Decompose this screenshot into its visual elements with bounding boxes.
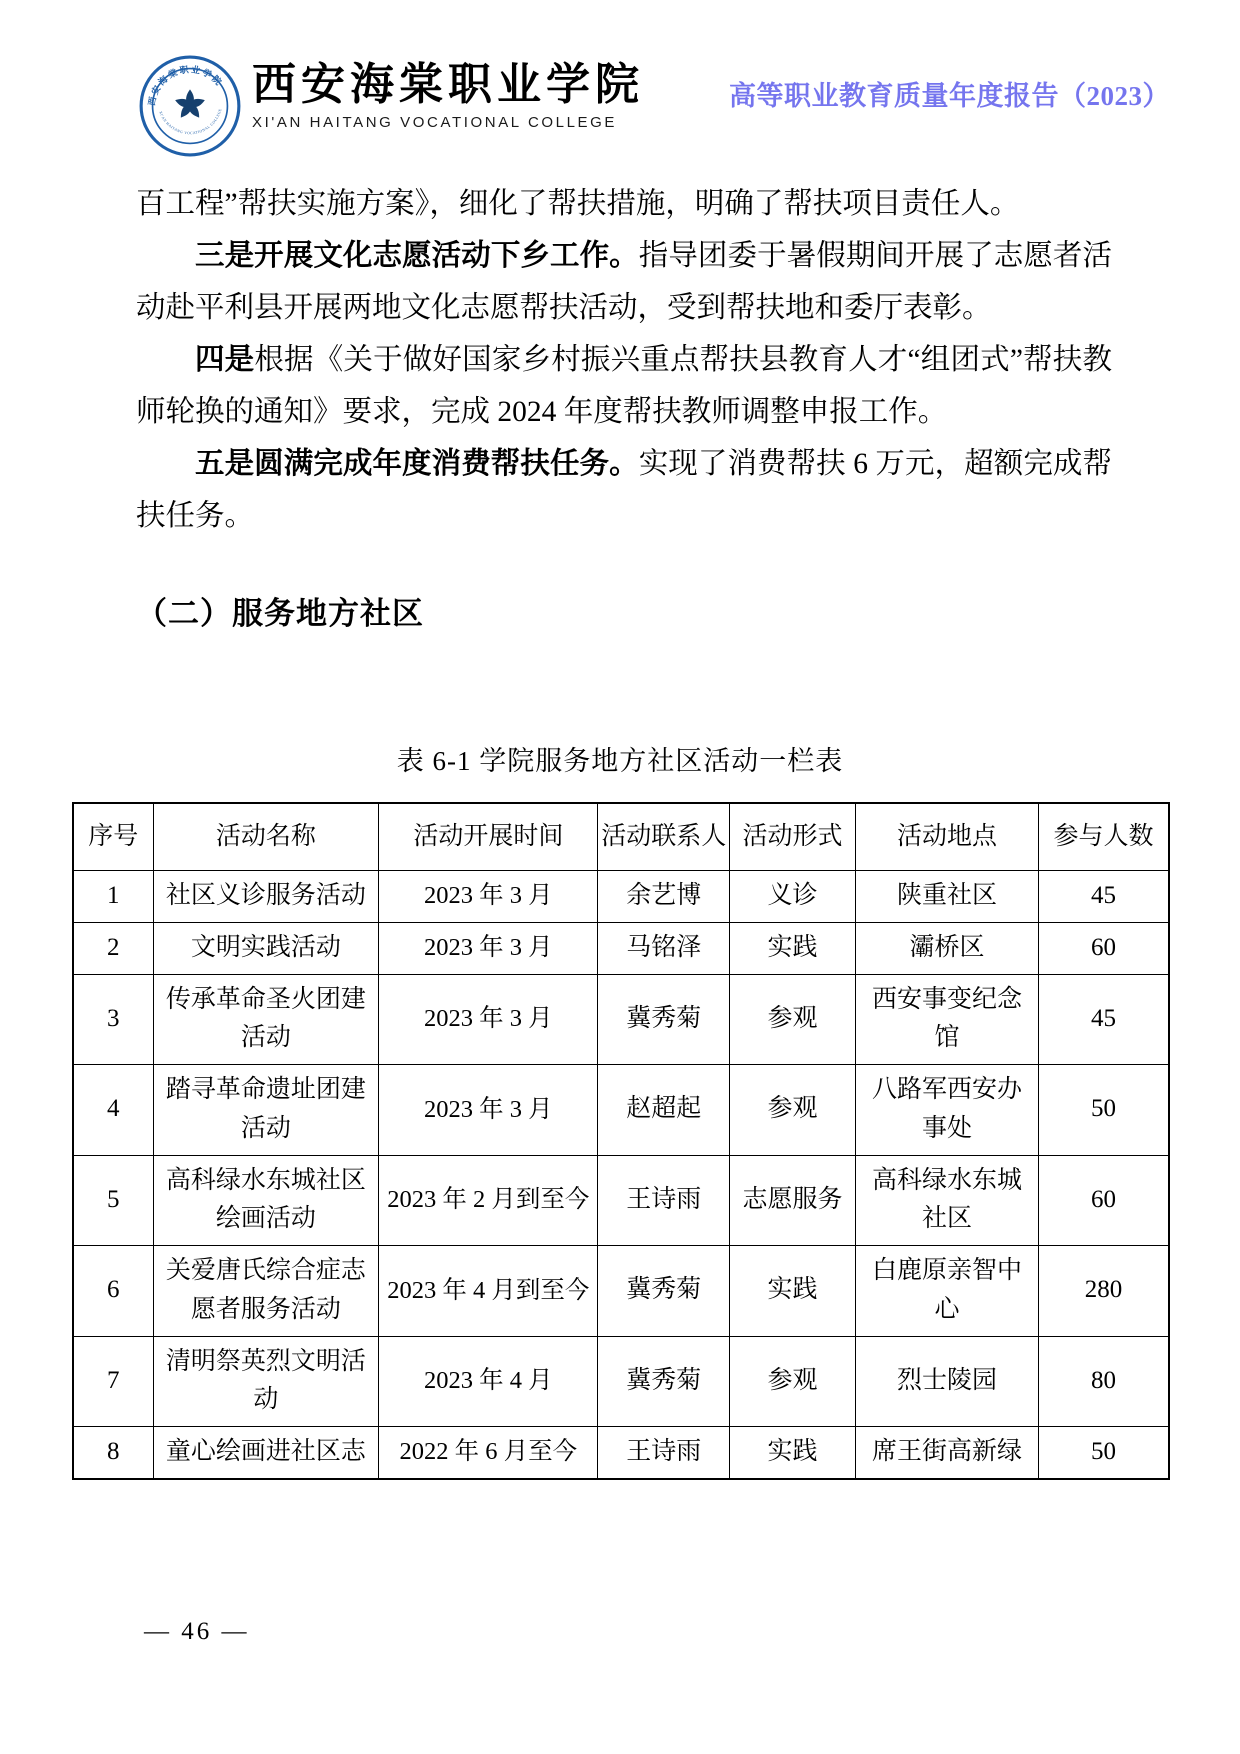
table-cell: 志愿服务 <box>729 1155 855 1246</box>
table-cell: 王诗雨 <box>598 1155 730 1246</box>
table-row <box>73 1427 1169 1479</box>
table-cell: 社区义诊服务活动 <box>153 871 379 923</box>
table-cell: 王诗雨 <box>598 1427 730 1479</box>
community-activity-table <box>72 802 1170 1480</box>
table-header-cell: 序号 <box>73 803 153 871</box>
table-cell: 2022 年 6 月至今 <box>379 1427 598 1479</box>
table-cell: 关爱唐氏综合症志愿者服务活动 <box>153 1246 379 1337</box>
table-cell: 冀秀菊 <box>598 1336 730 1427</box>
paragraph-text: 百工程”帮扶实施方案》，细化了帮扶措施，明确了帮扶项目责任人。 <box>136 188 1020 220</box>
table-cell: 实践 <box>729 922 855 974</box>
table-cell: 50 <box>1039 1065 1169 1156</box>
table-row <box>73 1246 1169 1337</box>
paragraph <box>136 178 1112 230</box>
paragraph-text: 实现了消费帮扶 6 万元，超额完成帮扶任务。 <box>136 448 1112 532</box>
college-name-cn: 西安海棠职业学院 <box>252 59 644 110</box>
table-header-cell: 活动开展时间 <box>379 803 598 871</box>
table-cell: 踏寻革命遗址团建活动 <box>153 1065 379 1156</box>
table-cell: 义诊 <box>729 871 855 923</box>
table-head <box>73 803 1169 871</box>
table-cell: 45 <box>1039 871 1169 923</box>
table-cell: 参观 <box>729 1065 855 1156</box>
table-cell: 灞桥区 <box>856 922 1039 974</box>
college-seal-icon <box>138 54 242 158</box>
body-text <box>136 178 1112 542</box>
table-cell: 席王街高新绿 <box>856 1427 1039 1479</box>
table-cell: 白鹿原亲智中心 <box>856 1246 1039 1337</box>
table-cell: 2023 年 3 月 <box>379 1065 598 1156</box>
college-name-en: XI'AN HAITANG VOCATIONAL COLLEGE <box>252 113 618 131</box>
table-cell: 余艺博 <box>598 871 730 923</box>
table-row <box>73 922 1169 974</box>
table-row <box>73 974 1169 1065</box>
table-row <box>73 871 1169 923</box>
page-header <box>0 0 1240 158</box>
table-cell: 2 <box>73 922 153 974</box>
table-row <box>73 1065 1169 1156</box>
page-number: — 46 — <box>144 1618 250 1645</box>
table-cell: 60 <box>1039 1155 1169 1246</box>
table-cell: 八路军西安办事处 <box>856 1065 1039 1156</box>
table-cell: 60 <box>1039 922 1169 974</box>
table-cell: 2023 年 3 月 <box>379 922 598 974</box>
table-cell: 280 <box>1039 1246 1169 1337</box>
table-cell: 文明实践活动 <box>153 922 379 974</box>
section-heading: （二）服务地方社区 <box>136 596 424 631</box>
table-header-row <box>73 803 1169 871</box>
table-cell: 2023 年 3 月 <box>379 974 598 1065</box>
table-header-cell: 活动联系人 <box>598 803 730 871</box>
table-cell: 实践 <box>729 1427 855 1479</box>
table-cell: 陕重社区 <box>856 871 1039 923</box>
table-cell: 45 <box>1039 974 1169 1065</box>
table-cell: 高科绿水东城社区绘画活动 <box>153 1155 379 1246</box>
paragraph-lead: 四是 <box>195 343 255 376</box>
table-cell: 2023 年 4 月到至今 <box>379 1246 598 1337</box>
table-caption: 表 6-1 学院服务地方社区活动一栏表 <box>396 746 844 776</box>
table-cell: 1 <box>73 871 153 923</box>
paragraph-lead: 五是圆满完成年度消费帮扶任务。 <box>195 447 639 480</box>
table-header-cell: 参与人数 <box>1039 803 1169 871</box>
seal-arc-text-cn: 西安海棠职业学院 <box>146 64 225 107</box>
table-cell: 2023 年 3 月 <box>379 871 598 923</box>
paragraph <box>136 438 1112 542</box>
table-cell: 8 <box>73 1427 153 1479</box>
paragraph-lead: 三是开展文化志愿活动下乡工作。 <box>195 239 639 272</box>
table-cell: 赵超起 <box>598 1065 730 1156</box>
table-cell: 2023 年 4 月 <box>379 1336 598 1427</box>
table-row <box>73 1336 1169 1427</box>
table-cell: 参观 <box>729 974 855 1065</box>
report-title: 高等职业教育质量年度报告（2023） <box>729 81 1170 111</box>
table-cell: 马铭泽 <box>598 922 730 974</box>
table-cell: 清明祭英烈文明活动 <box>153 1336 379 1427</box>
table-cell: 7 <box>73 1336 153 1427</box>
table-row <box>73 1155 1169 1246</box>
paragraph-text: 指导团委于暑假期间开展了志愿者活动赴平利县开展两地文化志愿帮扶活动，受到帮扶地和委厅表彰。 <box>136 240 1112 324</box>
table-cell: 冀秀菊 <box>598 1246 730 1337</box>
paragraph <box>136 230 1112 334</box>
table-cell: 4 <box>73 1065 153 1156</box>
paragraph <box>136 334 1112 438</box>
table-cell: 参观 <box>729 1336 855 1427</box>
college-seal-logo <box>138 54 242 158</box>
table-cell: 2023 年 2 月到至今 <box>379 1155 598 1246</box>
seal-flower-emblem <box>174 89 206 120</box>
table-cell: 50 <box>1039 1427 1169 1479</box>
paragraph-text: 根据《关于做好国家乡村振兴重点帮扶县教育人才“组团式”帮扶教师轮换的通知》要求，完成 2024 年度帮扶教师调整申报工作。 <box>136 344 1112 428</box>
table-cell: 传承革命圣火团建活动 <box>153 974 379 1065</box>
college-names <box>252 60 644 131</box>
table-header-cell: 活动形式 <box>729 803 855 871</box>
table-cell: 5 <box>73 1155 153 1246</box>
table-cell: 实践 <box>729 1246 855 1337</box>
table-header-cell: 活动名称 <box>153 803 379 871</box>
table-cell: 烈士陵园 <box>856 1336 1039 1427</box>
table-body <box>73 871 1169 1479</box>
table-cell: 80 <box>1039 1336 1169 1427</box>
table-cell: 冀秀菊 <box>598 974 730 1065</box>
table-cell: 童心绘画进社区志 <box>153 1427 379 1479</box>
table-header-cell: 活动地点 <box>856 803 1039 871</box>
seal-arc-text-en: XI'AN HAITANG VOCATIONAL COLLEGE <box>158 108 223 136</box>
table-cell: 6 <box>73 1246 153 1337</box>
table-cell: 高科绿水东城社区 <box>856 1155 1039 1246</box>
table-cell: 西安事变纪念馆 <box>856 974 1039 1065</box>
table-cell: 3 <box>73 974 153 1065</box>
